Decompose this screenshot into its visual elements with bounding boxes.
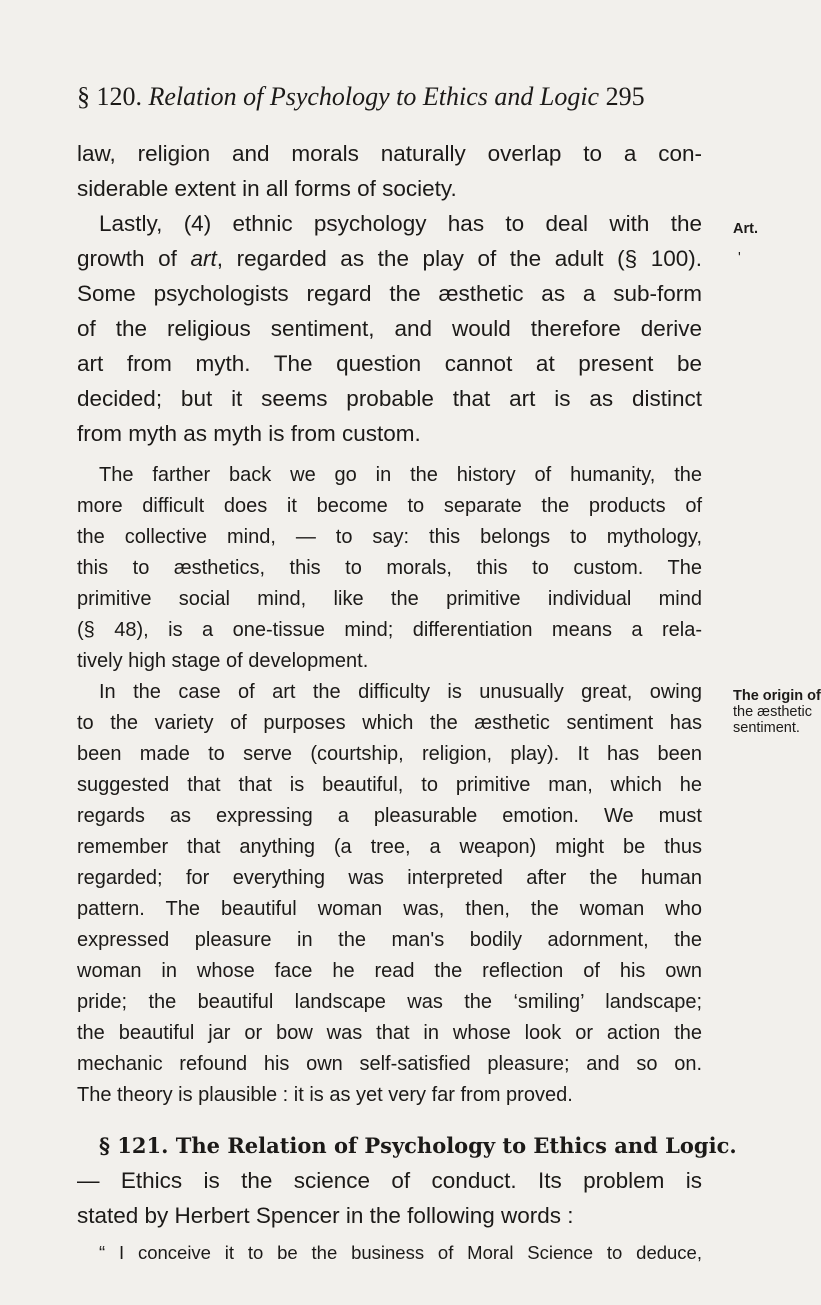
body-line: tively high stage of development. <box>77 650 369 672</box>
margin-note-origin-1: The origin of <box>733 688 821 704</box>
running-header <box>77 82 717 112</box>
body-line: to the variety of purposes which the æsthetic sentiment has <box>77 712 702 734</box>
body-line: siderable extent in all forms of society. <box>77 176 457 201</box>
body-line: been made to serve (courtship, religion, play). It has been <box>77 743 702 765</box>
body-line: pride; the beautiful landscape was the ‘smiling’ landscape; <box>77 991 702 1013</box>
body-line: mechanic refound his own self-satisfied pleasure; and so on. <box>77 1053 702 1075</box>
body-line: woman in whose face he read the reflection of his own <box>77 960 702 982</box>
body-line: expressed pleasure in the man's bodily adornment, the <box>77 929 702 951</box>
body-line: of the religious sentiment, and would therefore derive <box>77 316 702 341</box>
body-line: primitive social mind, like the primitive individual mind <box>77 588 702 610</box>
body-line: more difficult does it become to separate the products of <box>77 495 702 517</box>
text-run: growth of <box>77 246 191 271</box>
quote-line: “ I conceive it to be the business of Moral Science to deduce, <box>99 1242 702 1263</box>
body-line: The theory is plausible : it is as yet very far from proved. <box>77 1084 573 1106</box>
body-line: decided; but it seems probable that art is as distinct <box>77 386 702 411</box>
header-section: § 120. <box>77 82 142 111</box>
body-line: suggested that that is beautiful, to primitive man, which he <box>77 774 702 796</box>
margin-note-origin-3: sentiment. <box>733 720 800 736</box>
body-line: regarded; for everything was interpreted after the human <box>77 867 702 889</box>
body-line: stated by Herbert Spencer in the following words : <box>77 1203 574 1228</box>
body-line <box>77 246 702 272</box>
body-line: (§ 48), is a one-tissue mind; differentiation means a rela- <box>77 619 702 641</box>
body-line: regards as expressing a pleasurable emotion. We must <box>77 805 702 827</box>
margin-tick: ' <box>738 250 741 266</box>
section-heading: § 121. The Relation of Psychology to Ethics and Logic. <box>99 1133 737 1158</box>
body-line: this to æsthetics, this to morals, this to custom. The <box>77 557 702 579</box>
body-line: — Ethics is the science of conduct. Its problem is <box>77 1168 702 1193</box>
body-line: art from myth. The question cannot at present be <box>77 351 702 376</box>
body-line: from myth as myth is from custom. <box>77 421 421 446</box>
body-line: the beautiful jar or bow was that in whose look or action the <box>77 1022 702 1044</box>
body-line: Some psychologists regard the æsthetic as a sub-form <box>77 281 702 306</box>
header-title: Relation of Psychology to Ethics and Logic <box>148 82 600 111</box>
margin-note-origin-2: the æsthetic <box>733 704 812 720</box>
emphasis-art: art <box>190 246 217 271</box>
body-line: pattern. The beautiful woman was, then, the woman who <box>77 898 702 920</box>
margin-note-art: Art. <box>733 221 758 237</box>
body-line: The farther back we go in the history of humanity, the <box>99 464 702 486</box>
text-run: , regarded as the play of the adult (§ 100). <box>216 246 702 271</box>
header-page-number: 295 <box>605 82 645 111</box>
body-line: Lastly, (4) ethnic psychology has to deal with the <box>99 211 702 236</box>
body-line: law, religion and morals naturally overlap to a con- <box>77 141 702 166</box>
body-line: remember that anything (a tree, a weapon) might be thus <box>77 836 702 858</box>
body-line: the collective mind, — to say: this belongs to mythology, <box>77 526 702 548</box>
body-line: In the case of art the difficulty is unusually great, owing <box>99 681 702 703</box>
